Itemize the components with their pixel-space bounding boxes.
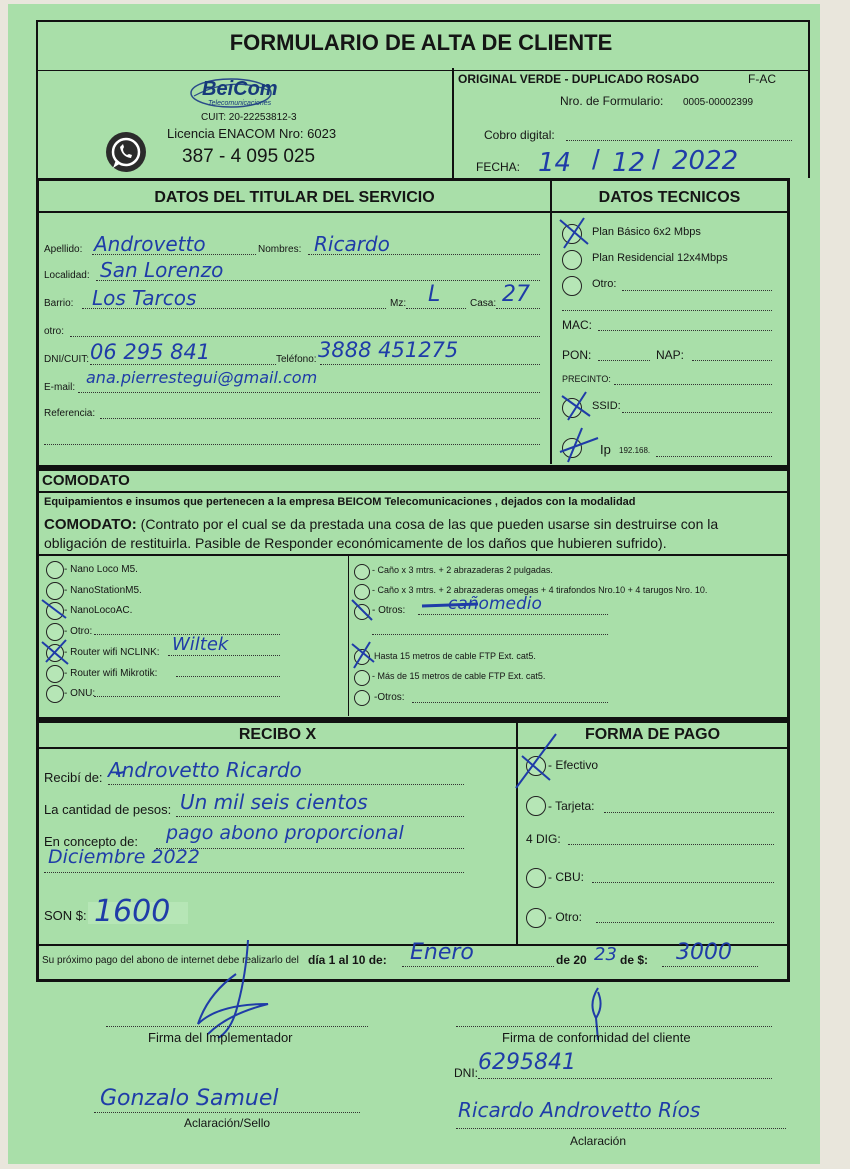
son-value[interactable]: 1600 [94, 894, 171, 929]
aclaracion-cli-label: Aclaración [570, 1134, 627, 1148]
casa-label: Casa: [470, 298, 497, 309]
logo-subtext: Telecomunicaciones [208, 100, 272, 107]
copy-type: ORIGINAL VERDE - DUPLICADO ROSADO [458, 72, 700, 86]
comodato-otros2-label: -Otros: [374, 692, 405, 703]
cable-check [352, 642, 374, 668]
nanolocoac-check [42, 600, 66, 618]
fecha-month[interactable]: 12 [612, 148, 646, 178]
comodato-definition: (Contrato por el cual se da prestada una cosa de las que pueden usarse sin destruirse con la obligación de restituirla. Pasible de Responder económicamente de los daños que hubieren sufrido). [44, 516, 719, 551]
onu-label: - ONU: [64, 688, 96, 699]
proximo-mes[interactable]: Enero [410, 940, 474, 965]
pon-label: PON: [562, 348, 592, 362]
mz-label: Mz: [390, 298, 407, 309]
email-label: E-mail: [44, 382, 76, 393]
otros-strike [422, 604, 478, 606]
logo-text: BeiCom [202, 78, 278, 100]
company-cuit: CUIT: 20-22253812-3 [201, 112, 297, 123]
checkmarks-overlay [8, 4, 820, 1164]
dni-label: DNI/CUIT: [44, 354, 89, 365]
telefono-label: Teléfono: [276, 354, 317, 365]
proximo-text-4: de $: [620, 953, 649, 967]
company-licencia: Licencia ENACOM Nro: 6023 [167, 126, 337, 141]
concepto-value-1[interactable]: pago abono proporcional [166, 822, 404, 844]
email-value[interactable]: ana.pierrestegui@gmail.com [86, 368, 318, 387]
telefono-value[interactable]: 3888 451275 [318, 338, 459, 362]
comodato-otros-label: - Otros: [372, 605, 406, 616]
comodato-otros-value[interactable]: cañomedio [448, 594, 542, 614]
barrio-value[interactable]: Los Tarcos [92, 286, 197, 310]
ip-check [560, 428, 598, 462]
form-title: FORMULARIO DE ALTA DE CLIENTE [229, 30, 613, 55]
son-label: SON $: [44, 908, 87, 923]
cobro-label: Cobro digital: [484, 128, 555, 142]
proximo-monto[interactable]: 3000 [676, 940, 732, 965]
proximo-text-2: día 1 al 10 de: [308, 953, 387, 967]
otros-check [352, 600, 372, 620]
titular-header: DATOS DEL TITULAR DEL SERVICIO [39, 189, 550, 213]
aclaracion-impl-value[interactable]: Gonzalo Samuel [100, 1086, 279, 1111]
casa-value[interactable]: 27 [502, 282, 530, 307]
mz-value[interactable]: L [428, 282, 441, 307]
fecha-day[interactable]: 14 [538, 148, 572, 178]
plan1-check [560, 218, 588, 248]
proximo-year[interactable]: 23 [594, 944, 617, 965]
precinto-label: PRECINTO: [562, 374, 611, 384]
referencia-label: Referencia: [44, 408, 96, 419]
company-phone: 387 - 4 095 025 [182, 146, 316, 167]
proximo-text-1: Su próximo pago del abono de internet debe realizarlo del [42, 955, 299, 966]
implementador-label: Firma del Implementador [148, 1030, 293, 1045]
efectivo-label: - Efectivo [548, 758, 599, 772]
dig-label: 4 DIG: [526, 832, 561, 846]
router-nclink-label: - Router wifi NCLINK: [64, 647, 160, 658]
comodato-otro-label: - Otro: [64, 626, 93, 637]
comodato-header: COMODATO [42, 472, 130, 489]
otro-label: otro: [44, 326, 65, 337]
recibo-header: RECIBO X [39, 726, 516, 749]
aclaracion-cli-value[interactable]: Ricardo Androvetto Ríos [458, 1098, 701, 1122]
aclaracion-impl-label: Aclaración/Sello [184, 1116, 271, 1130]
efectivo-check [516, 734, 556, 788]
ip-prefix: 192.168. [619, 446, 651, 455]
cbu-label: - CBU: [548, 870, 584, 884]
fecha-slash: / [592, 144, 600, 175]
comodato-term: COMODATO: [44, 516, 137, 533]
router-mikrotik-label: - Router wifi Mikrotik: [64, 668, 158, 679]
fecha-label: FECHA: [476, 160, 521, 174]
form-sheet [8, 4, 820, 1164]
dni-value[interactable]: 06 295 841 [90, 340, 211, 364]
recibi-label: Recibí de: [44, 770, 103, 785]
ssid-label: SSID: [592, 400, 621, 412]
nanostation-label: - NanoStationM5. [64, 585, 142, 596]
apellido-value[interactable]: Androvetto [94, 232, 206, 256]
ip-label: Ip [600, 442, 611, 457]
recibi-value[interactable]: Androvetto Ricardo [108, 758, 302, 782]
plan1-label: Plan Básico 6x2 Mbps [592, 226, 701, 238]
fecha-year[interactable]: 2022 [672, 146, 739, 176]
mac-label: MAC: [562, 318, 592, 332]
pago-header: FORMA DE PAGO [518, 726, 787, 749]
tarjeta-label: - Tarjeta: [548, 799, 595, 813]
router-check [42, 640, 68, 664]
tecnicos-header: DATOS TECNICOS [552, 189, 787, 213]
proximo-text-3: de 20 [556, 953, 587, 967]
router-value[interactable]: Wiltek [172, 634, 229, 655]
comodato-intro: Equipamientos e insumos que pertenecen a la empresa BEICOM Telecomunicaciones , dejados con la modalidad [44, 496, 636, 508]
apellido-label: Apellido: [44, 244, 83, 255]
concepto-value-2[interactable]: Diciembre 2022 [48, 846, 200, 868]
form-number-label: Nro. de Formulario: [560, 94, 664, 108]
barrio-label: Barrio: [44, 298, 74, 309]
nombres-value[interactable]: Ricardo [314, 232, 390, 256]
cantidad-label: La cantidad de pesos: [44, 802, 172, 817]
form-code: F-AC [748, 72, 776, 86]
nanoloco-m5-label: - Nano Loco M5. [64, 564, 138, 575]
nombres-label: Nombres: [258, 244, 302, 255]
localidad-value[interactable]: San Lorenzo [100, 258, 224, 282]
cano-label: - Caño x 3 mtrs. + 2 abrazaderas 2 pulgadas. [372, 565, 553, 575]
cable-mas15-label: - Más de 15 metros de cable FTP Ext. cat5. [372, 671, 546, 681]
pago-otro-label: - Otro: [548, 910, 583, 924]
ssid-check [562, 392, 590, 420]
localidad-label: Localidad: [44, 270, 90, 281]
nanolocoac-label: - NanoLocoAC. [64, 605, 133, 616]
tec-otro-label: Otro: [592, 278, 617, 290]
cable-15-label: Hasta 15 metros de cable FTP Ext. cat5. [374, 651, 536, 661]
dni-firma-value[interactable]: 6295841 [478, 1050, 576, 1075]
plan2-label: Plan Residencial 12x4Mbps [592, 252, 728, 264]
form-number: 0005-00002399 [683, 97, 754, 108]
cliente-label: Firma de conformidad del cliente [502, 1030, 691, 1045]
cano-omega-label: - Caño x 3 mtrs. + 2 abrazaderas omegas + 4 tirafondos Nro.10 + 4 tarugos Nro. 10. [372, 585, 708, 595]
dni-firma-label: DNI: [454, 1066, 478, 1080]
nap-label: NAP: [656, 348, 685, 362]
fecha-slash-2: / [652, 144, 660, 175]
cantidad-value[interactable]: Un mil seis cientos [180, 790, 368, 814]
concepto-label: En concepto de: [44, 834, 138, 849]
recibi-strike [116, 772, 124, 774]
